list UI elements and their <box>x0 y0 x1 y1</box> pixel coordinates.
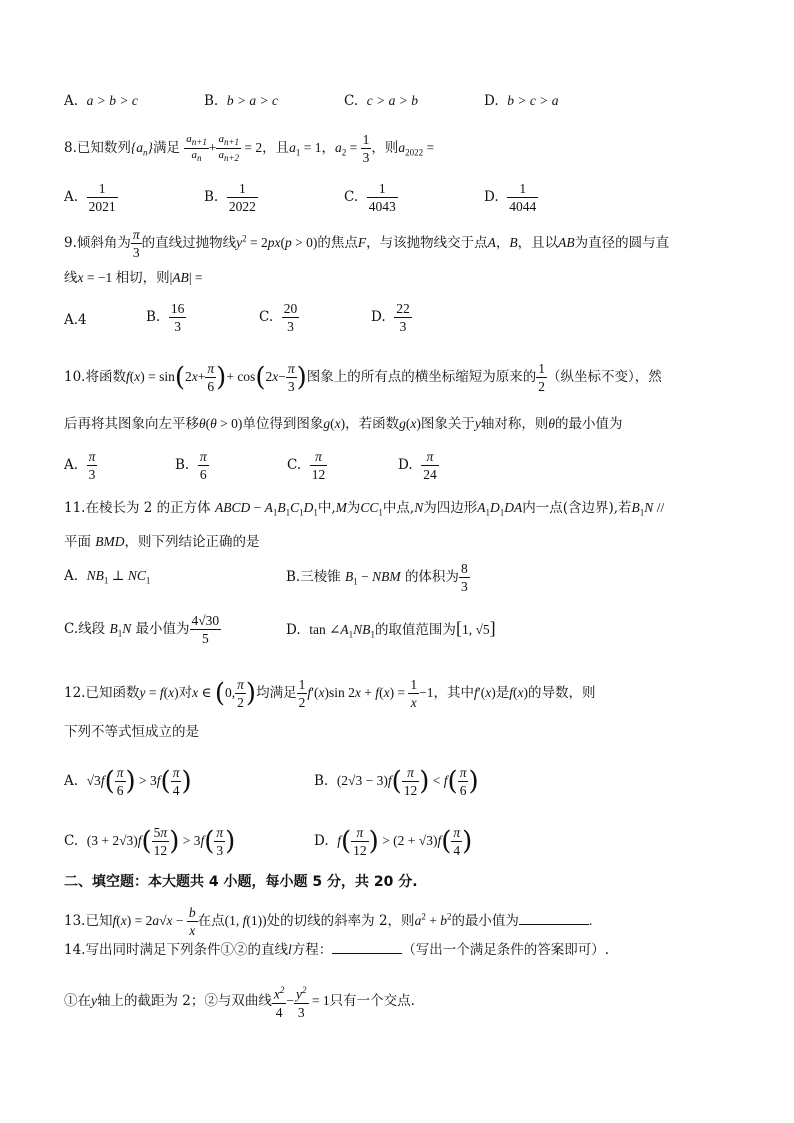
q9-stem-line1: 9.倾斜角为 $\frac{\pi}{3}$ 的直线过抛物线$y^2 = 2px(p > 0)$的焦点F，与该抛物线交于点A，B，且以AB为直径的圆与直 <box>64 227 670 260</box>
q7-option-c: C. c > a > b <box>344 93 418 109</box>
section-heading-fill-in: 二、填空题：本大题共 4 小题，每小题 5 分，共 20 分. <box>64 874 418 890</box>
q10-option-d: D. $\frac{\pi}{24}$ <box>398 449 437 482</box>
q14-answer-blank <box>332 941 402 954</box>
q11-option-c: C.线段 $B_1N$ 最小值为 $\frac{4√30}{5}$ <box>64 613 220 646</box>
q12-option-a: A. √3f( $\frac{\pi}{6}$ ) > 3f( $\frac{\pi}{4}$ ) <box>64 765 192 798</box>
q8-option-b: B. $\frac{1}{2022}$ <box>204 181 256 214</box>
q12-option-c: C. (3 + 2√3)f( $\frac{5\pi}{12}$ ) > 3f( $\frac{\pi}{3}$ ) <box>64 825 236 858</box>
q11-option-d: D. $\tan \angle A_1NB_1$的取值范围为[1, √5] <box>286 618 496 640</box>
q10-stem-line2: 后再将其图象向左平移θ(θ > 0)单位得到图象g(x)，若函数g(x)图象关于y轴对称，则θ的最小值为 <box>64 416 623 432</box>
q12-option-b: B. (2√3 − 3)f( $\frac{\pi}{12}$ ) < f( $\frac{\pi}{6}$ ) <box>314 765 479 798</box>
q8-option-c: C. $\frac{1}{4043}$ <box>344 181 396 214</box>
q8-option-d: D. $\frac{1}{4044}$ <box>484 181 537 214</box>
q14-stem-line2: ①在y轴上的截距为 2；②与双曲线 $\frac{x^2}{4}$ − $\frac{y^2}{3}$ = 1只有一个交点. <box>64 982 415 1021</box>
q11-option-a: A. $NB_1$ ⊥ $NC_1$ <box>64 568 151 586</box>
q10-option-b: B. $\frac{\pi}{6}$ <box>175 449 207 482</box>
q7-option-d: D. b > c > a <box>484 93 559 109</box>
q10-option-a: A. $\frac{\pi}{3}$ <box>64 449 96 482</box>
q9-option-c: C. $\frac{20}{3}$ <box>259 301 298 334</box>
q9-stem-line2: 线x = −1 相切，则|AB| = <box>64 270 203 286</box>
q9-option-d: D. $\frac{22}{3}$ <box>371 301 410 334</box>
q12-stem-line2: 下列不等式恒成立的是 <box>64 724 199 740</box>
q11-stem-line2: 平面 BMD，则下列结论正确的是 <box>64 534 260 550</box>
q13-stem: 13.已知f(x) = 2a√x − $\frac{b}{x}$ 在点(1, f(1))处的切线的斜率为 2，则$a^2 + b^2$的最小值为 . <box>64 905 593 938</box>
q10-stem-line1: 10.将函数f(x) = sin(2x+ $\frac{\pi}{6}$ )+ cos(2x− $\frac{\pi}{3}$ )图象上的所有点的横坐标缩短为原来的 $\frac{1}{2}$ （纵坐标不变），然 <box>64 361 662 394</box>
q7-option-b: B. b > a > c <box>204 93 279 109</box>
q11-option-b: B.三棱锥 $B_1$ − NBM 的体积为 $\frac{8}{3}$ <box>286 561 468 594</box>
q10-option-c: C. $\frac{\pi}{12}$ <box>287 449 326 482</box>
q12-option-d: D. f( $\frac{\pi}{12}$ ) > (2 + √3)f( $\frac{\pi}{4}$ ) <box>314 825 473 858</box>
q12-stem-line1: 12.已知函数y = f(x)对x ∈ (0, $\frac{\pi}{2}$ )均满足 $\frac{1}{2}$ f′(x)sin 2x + f(x) = $\frac{1}{x}$ −1，其中f′(x)是f(x)的导数，则 <box>64 677 596 710</box>
q11-stem-line1: 11.在棱长为 2 的正方体 ABCD − $A_1B_1C_1D_1$中,M为$CC_1$中点,N为四边形$A_1D_1DA$内一点(含边界),若$B_1N$ // <box>64 500 665 518</box>
q9-option-a: A.4 <box>64 312 87 328</box>
q8-stem: 8.已知数列$\{a_n\}$满足 $\frac{a_{n+1}}{a_n}$ + $\frac{a_{n+1}}{a_{n+2}}$ = 2，且$a_1 = 1$，$a_2$ = $\frac{1}{3}$ ，则$a_{2022}$ = <box>64 132 435 165</box>
q8-option-a: A. $\frac{1}{2021}$ <box>64 181 116 214</box>
q9-option-b: B. $\frac{16}{3}$ <box>146 301 185 334</box>
q7-option-a: A. a > b > c <box>64 93 138 109</box>
q14-stem-line1: 14.写出同时满足下列条件①②的直线l方程： （写出一个满足条件的答案即可）. <box>64 942 610 958</box>
q13-answer-blank <box>519 912 589 925</box>
